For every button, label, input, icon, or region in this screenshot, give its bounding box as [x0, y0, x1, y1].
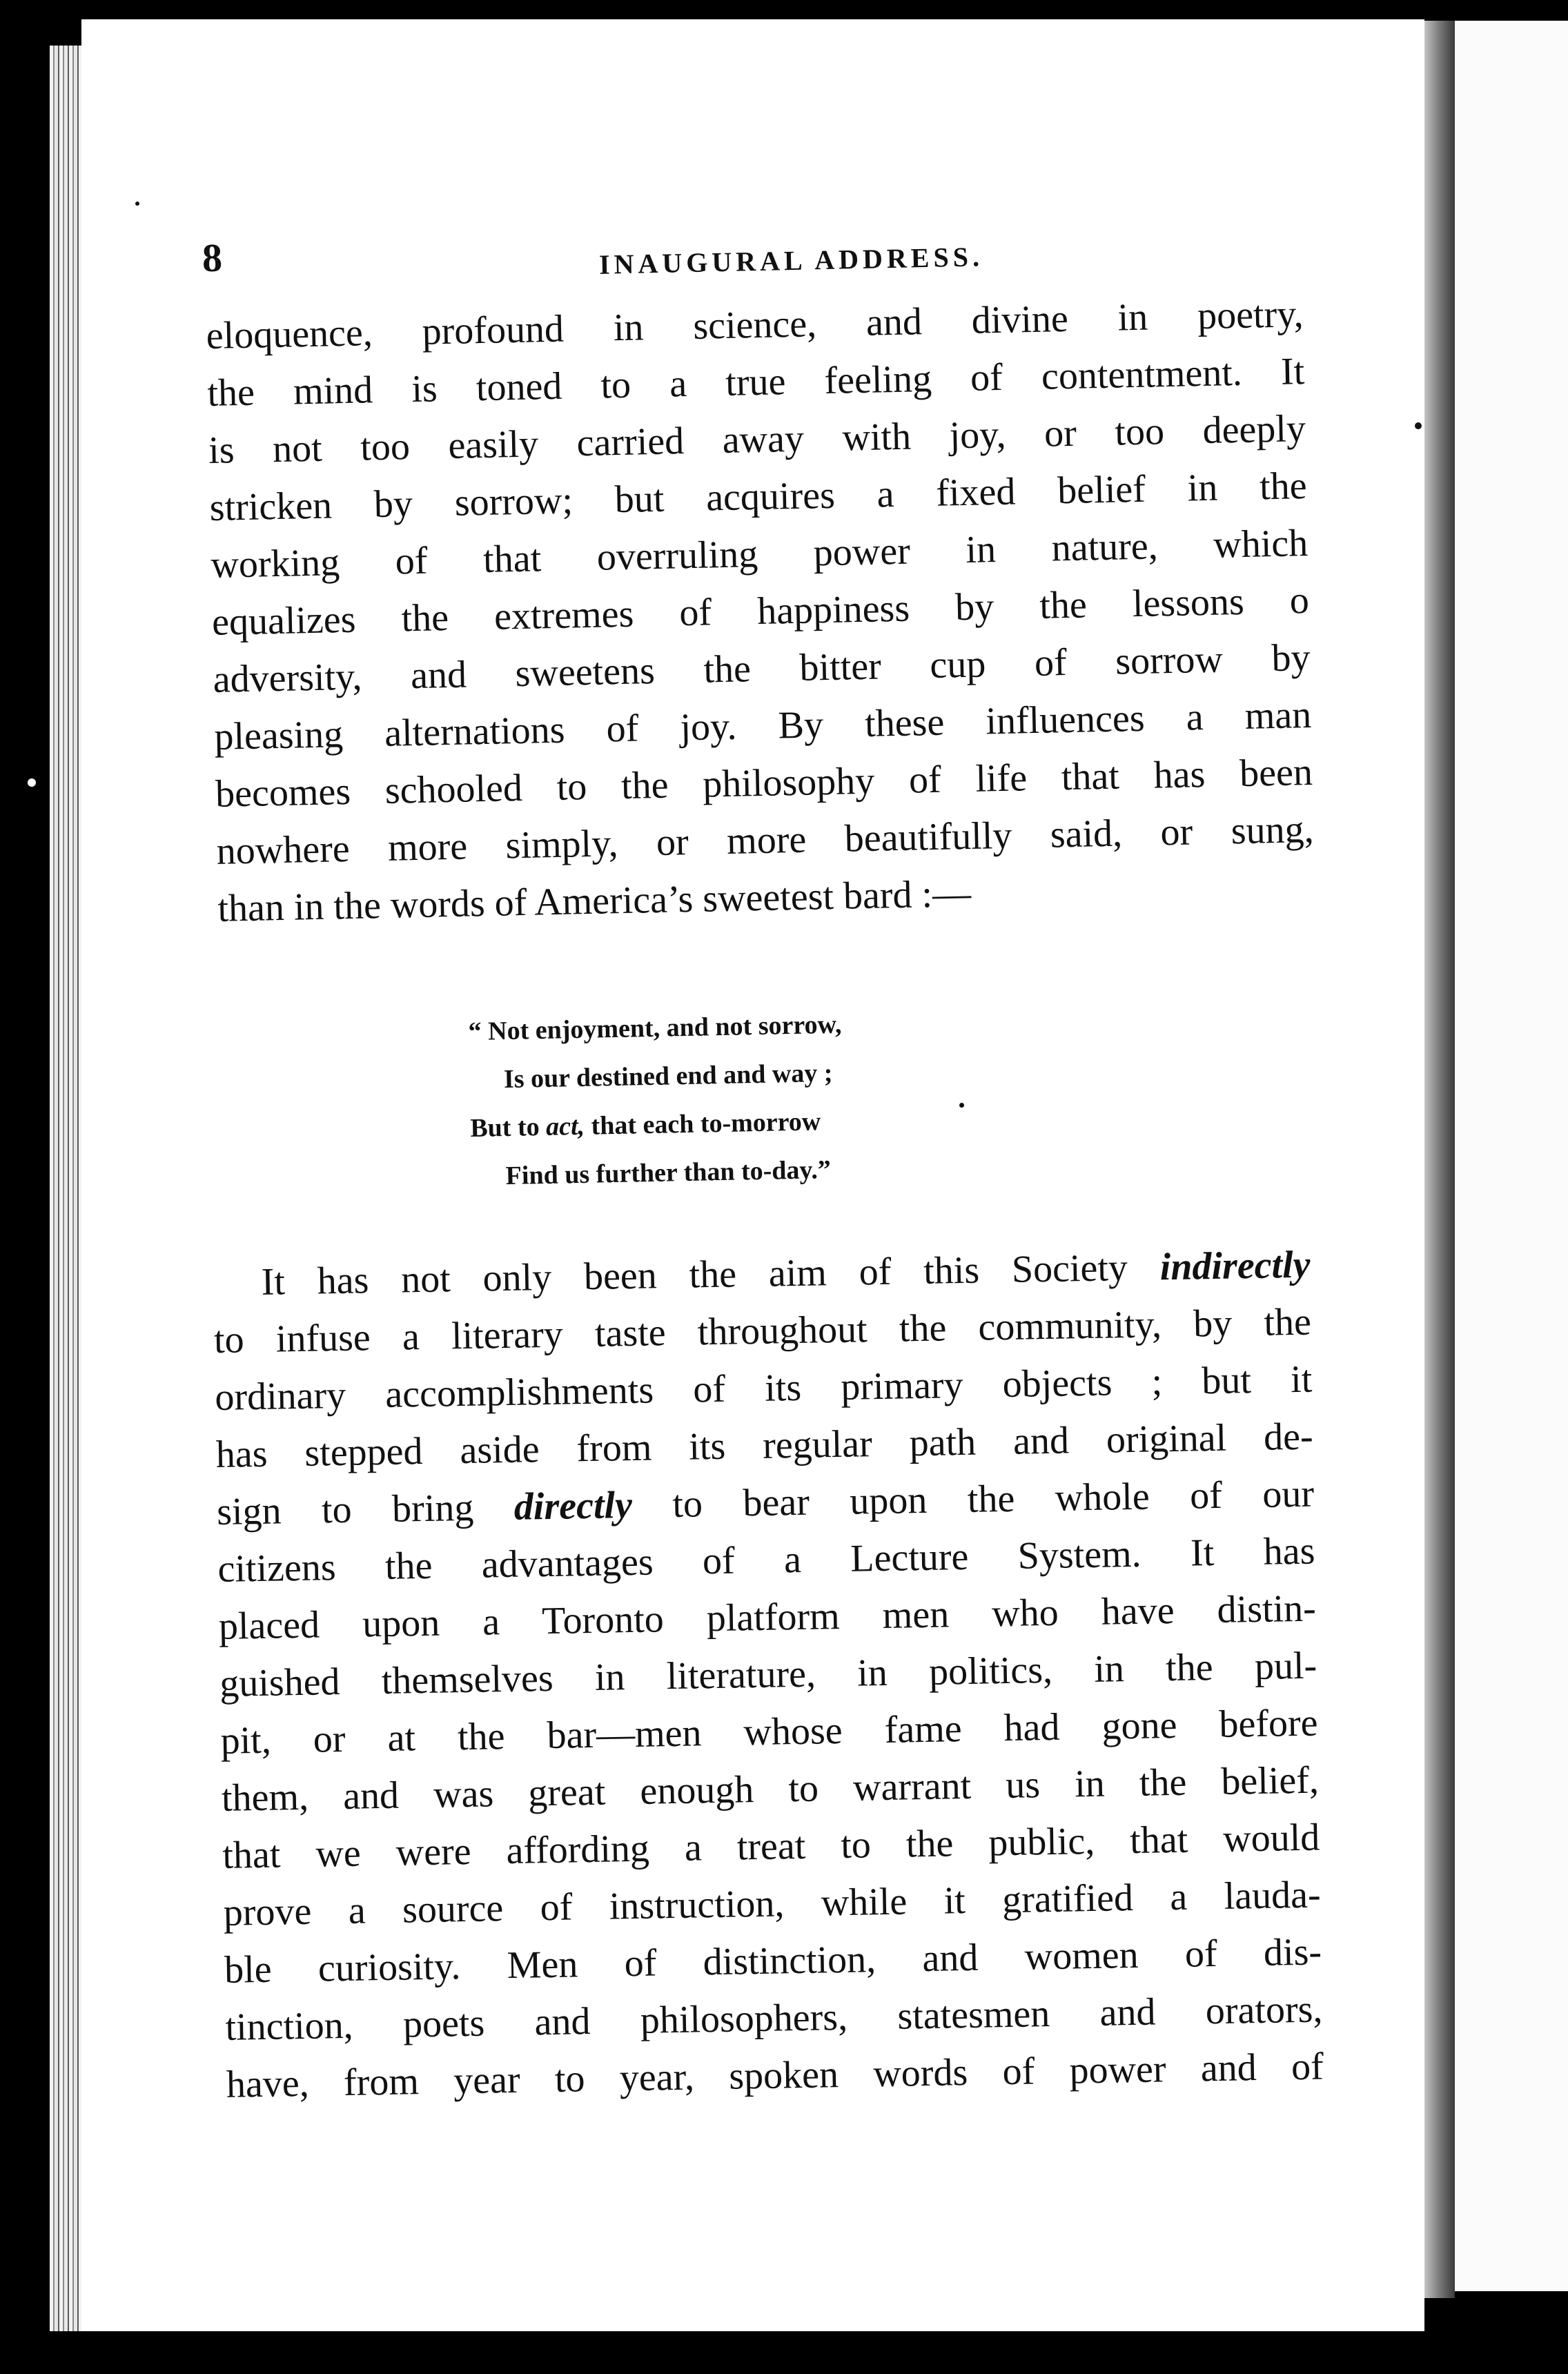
- text-segment: sign to bring: [216, 1485, 515, 1533]
- text-line: nowhere more simply, or more beautifully said, or sung,: [216, 807, 1315, 873]
- text-line: pleasing alternations of joy. By these influences a man: [213, 693, 1312, 758]
- text-line: tinction, poets and philosophers, statesmen and orators,: [225, 1988, 1323, 2049]
- running-title: INAUGURAL ADDRESS.: [598, 241, 984, 280]
- verse-quotation: [468, 999, 954, 1201]
- page-number: 8: [202, 235, 223, 281]
- italic-text: directly: [513, 1483, 633, 1529]
- text-segment: to bear upon the whole of our: [631, 1472, 1315, 1527]
- facing-page-edge: [1442, 21, 1568, 2291]
- verse-text: that each to-morrow: [584, 1107, 821, 1141]
- text-line: placed upon a Toronto platform men who have distin-: [218, 1587, 1317, 1648]
- text-line: pit, or at the bar—men whose fame had gone before: [220, 1701, 1318, 1763]
- text-line: has stepped aside from its regular path and original de-: [215, 1415, 1314, 1476]
- text-line: adversity, and sweetens the bitter cup of sorrow by: [213, 636, 1311, 701]
- gutter-shadow: [1420, 21, 1455, 2298]
- text-line: eloquence, profound in science, and divine in poetry,: [206, 293, 1304, 357]
- page: [81, 19, 1424, 2331]
- text-line: citizens the advantages of a Lecture System. It has: [217, 1529, 1315, 1591]
- verse-italic-text: act,: [545, 1111, 585, 1141]
- text-line: than in the words of America’s sweetest bard :—: [217, 872, 972, 930]
- scan-speck: [1415, 422, 1422, 429]
- text-line: becomes schooled to the philosophy of life that has been: [215, 750, 1313, 816]
- text-line: stricken by sorrow; but acquires a fixed belief in the: [209, 464, 1308, 529]
- text-line: working of that overruling power in nature, which: [210, 522, 1309, 587]
- text-line: them, and was great enough to warrant us in the belief,: [221, 1758, 1320, 1820]
- text-line: prove a source of instruction, while it gratified a lauda-: [223, 1873, 1322, 1934]
- scan-speck: [135, 202, 139, 206]
- text-line: ble curiosity. Men of distinction, and women of dis-: [224, 1930, 1322, 1992]
- verse-line: Is our destined end and way ;: [503, 1058, 833, 1095]
- text-line: is not too easily carried away with joy, or too deeply: [208, 407, 1306, 472]
- verse-line: “ Not enjoyment, and not sorrow,: [468, 1010, 842, 1046]
- text-line: that we were affording a treat to the public, that would: [222, 1816, 1320, 1877]
- verse-text: But to: [469, 1112, 547, 1143]
- page-text-area: [81, 19, 1424, 2331]
- text-line: equalizes the extremes of happiness by the lessons o: [211, 579, 1310, 644]
- text-line: have, from year to year, spoken words of power and of: [226, 2045, 1324, 2106]
- scan-speck: [959, 1103, 964, 1108]
- paragraph-1: [206, 286, 1315, 938]
- verse-line: [470, 1095, 954, 1152]
- text-line: ordinary accomplishments of its primary objects ; but it: [214, 1357, 1313, 1419]
- text-line: the mind is toned to a true feeling of contentment. It: [206, 350, 1305, 415]
- italic-text: indirectly: [1159, 1243, 1311, 1289]
- text-segment: It has not only been the aim of this Society: [261, 1246, 1161, 1304]
- text-line: guished themselves in literature, in politics, in the pul-: [219, 1644, 1317, 1705]
- verse-line: Find us further than to-day.”: [505, 1155, 832, 1190]
- text-line: to infuse a literary taste throughout the community, by the: [213, 1300, 1312, 1362]
- scan-speck: [28, 778, 36, 787]
- paragraph-2: [213, 1237, 1324, 2114]
- running-head: [202, 235, 1320, 290]
